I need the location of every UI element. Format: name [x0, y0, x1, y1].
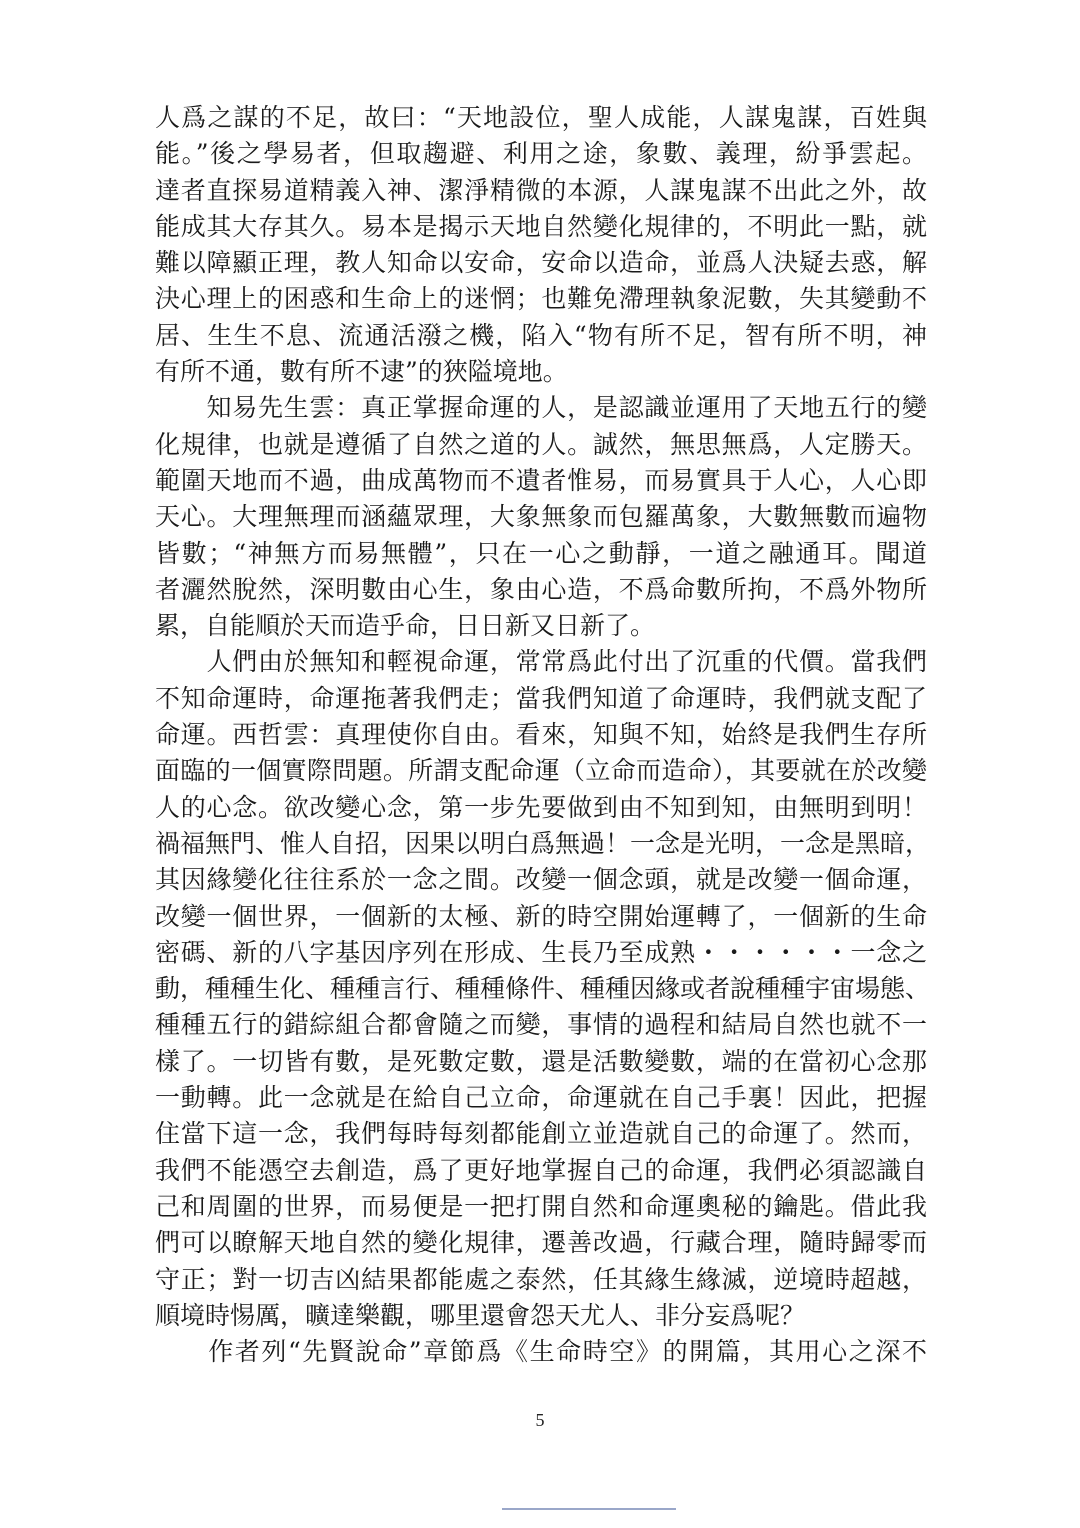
text-line: 們可以瞭解天地自然的變化規律，遷善改過，行藏合理，隨時歸零而 — [155, 1228, 927, 1258]
text-line: 能。”後之學易者，但取趨避、利用之途，象數、義理，紛爭雲起。 — [155, 139, 927, 169]
text-line: 化規律，也就是遵循了自然之道的人。誠然，無思無爲，人定勝天。 — [155, 429, 927, 459]
text-line: 難以障顯正理，教人知命以安命，安命以造命，並爲人決疑去惑，解 — [155, 248, 927, 278]
text-line: 命運。西哲雲：真理使你自由。看來，知與不知，始終是我們生存所 — [155, 720, 927, 750]
text-line: 人爲之謀的不足，故曰：“天地設位，聖人成能，人謀鬼謀，百姓與 — [155, 103, 927, 132]
text-line: 住當下這一念，我們每時每刻都能創立並造就自己的命運了。然而， — [155, 1119, 927, 1149]
text-line: 改變一個世界，一個新的太極、新的時空開始運轉了，一個新的生命 — [155, 901, 927, 931]
text-line: 天心。大理無理而涵蘊眾理，大象無象而包羅萬象，大數無數而遍物 — [155, 502, 927, 532]
text-line: 知易先生雲：真正掌握命運的人，是認識並運用了天地五行的變 — [155, 393, 927, 423]
text-line: 作者列“先賢說命”章節爲《生命時空》的開篇，其用心之深不 — [155, 1337, 927, 1367]
text-line: 居、生生不息、流通活潑之機，陷入“物有所不足，智有所不明，神 — [155, 320, 927, 350]
text-line: 守正；對一切吉凶結果都能處之泰然，任其緣生緣滅，逆境時超越， — [155, 1264, 927, 1294]
text-line: 能成其大存其久。易本是揭示天地自然變化規律的，不明此一點，就 — [155, 211, 927, 241]
page-number: 5 — [535, 1410, 545, 1430]
text-line: 面臨的一個實際問題。所謂支配命運（立命而造命），其要就在於改變 — [155, 756, 927, 786]
text-line: 己和周圍的世界，而易便是一把打開自然和命運奧秘的鑰匙。借此我 — [155, 1191, 927, 1221]
text-line: 人們由於無知和輕視命運，常常爲此付出了沉重的代價。當我們 — [155, 647, 927, 677]
text-line: 範圍天地而不過，曲成萬物而不遺者惟易，而易實具于人心，人心即 — [155, 465, 927, 495]
text-line: 者灑然脫然，深明數由心生，象由心造，不爲命數所拘，不爲外物所 — [155, 574, 927, 604]
text-line: 累，自能順於天而造乎命，日日新又日新了。 — [155, 611, 656, 641]
text-line: 決心理上的困惑和生命上的迷惘；也難免滯理執象泥數，失其變動不 — [155, 284, 927, 314]
text-line: 不知命運時，命運拖著我們走；當我們知道了命運時，我們就支配了 — [155, 683, 927, 713]
text-line: 一動轉。此一念就是在給自己立命，命運就在自己手裏！因此，把握 — [155, 1083, 927, 1113]
text-line: 人的心念。欲改變心念，第一步先要做到由不知到知，由無明到明！ — [155, 792, 927, 822]
text-line: 有所不通，數有所不逮”的狹隘境地。 — [155, 357, 568, 387]
text-line: 樣了。一切皆有數，是死數定數，還是活數變數，端的在當初心念那 — [155, 1046, 927, 1076]
footer-divider — [502, 1508, 676, 1510]
text-line: 種種五行的錯綜組合都會隨之而變，事情的過程和結局自然也就不一 — [155, 1010, 927, 1040]
text-line: 順境時惕厲，曠達樂觀，哪里還會怨天尤人、非分妄爲呢？ — [155, 1300, 806, 1330]
body-text — [155, 100, 931, 1370]
text-line: 動，種種生化、種種言行、種種條件、種種因緣或者說種種宇宙場態、 — [155, 974, 931, 1004]
text-line: 密碼、新的八字基因序列在形成、生長乃至成熟・・・・・・一念之 — [155, 937, 927, 967]
text-line: 其因緣變化往往系於一念之間。改變一個念頭，就是改變一個命運， — [155, 865, 927, 895]
text-line: 我們不能憑空去創造，爲了更好地掌握自己的命運，我們必須認識自 — [155, 1155, 927, 1185]
text-line: 禍福無門、惟人自招，因果以明白爲無過！一念是光明，一念是黑暗， — [155, 828, 931, 858]
text-line: 皆數；“神無方而易無體”，只在一心之動靜，一道之融通耳。聞道 — [155, 538, 927, 568]
text-line: 達者直探易道精義入神、潔淨精微的本源，人謀鬼謀不出此之外，故 — [155, 175, 927, 205]
